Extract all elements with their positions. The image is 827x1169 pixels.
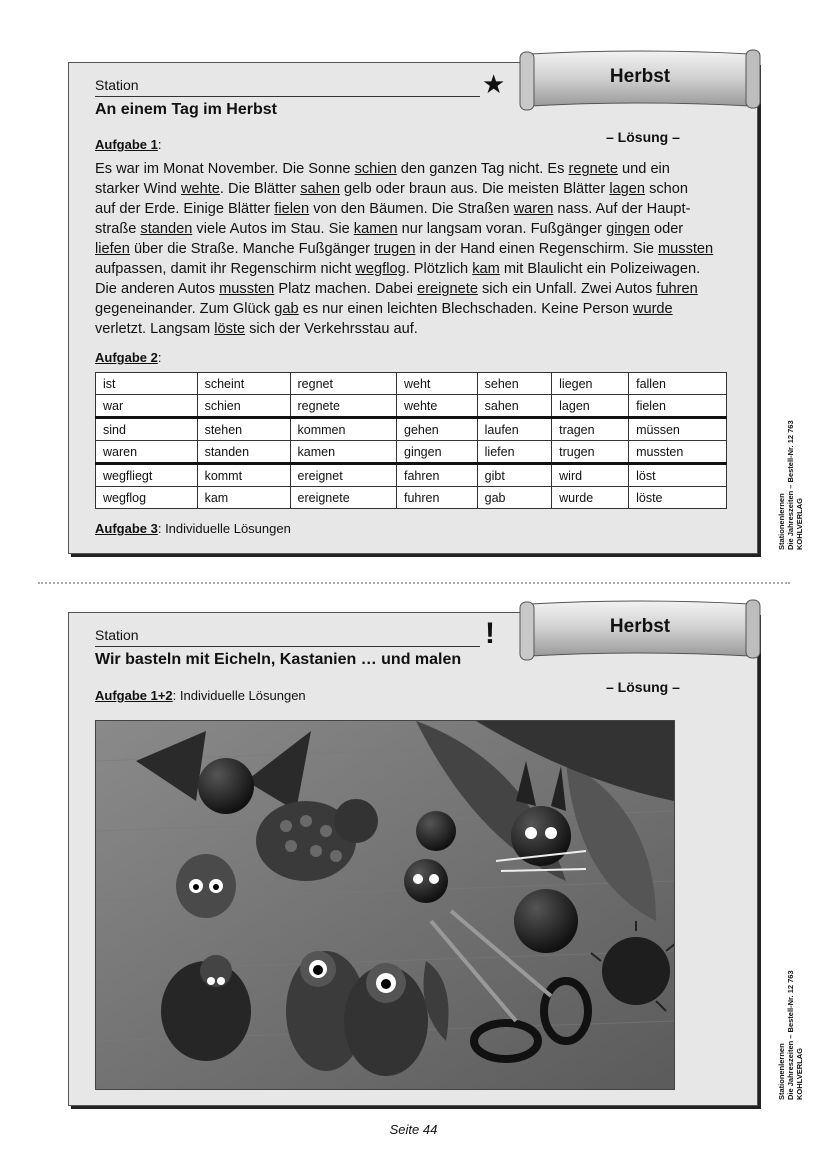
table-cell: war [96,395,198,418]
table-row [96,464,727,487]
table-cell: fielen [629,395,727,418]
verb-answer: fuhren [656,281,698,297]
page-number: Seite 44 [389,1122,438,1137]
table-row [96,395,727,418]
story-segment: nur langsam voran. Fußgänger [397,221,607,237]
table-cell: trugen [552,441,629,464]
sidebar-line1: Stationenlernen [777,1043,786,1100]
table-cell: wird [552,464,629,487]
verb-answer: löste [214,321,246,337]
verb-answer: sahen [300,181,340,197]
table-cell: löst [629,464,727,487]
sidebar-series [777,970,804,1100]
aufgabe12-label: Aufgabe 1+2 [95,688,173,703]
autumn-crafts-image [96,721,674,1089]
story-segment: straße [95,221,141,237]
table-cell: ist [96,373,198,395]
aufgabe1-colon: : [157,137,162,152]
story-segment: Platz machen. Dabei [274,281,418,297]
table-cell: wurde [552,487,629,509]
verb-table [95,372,727,509]
story-segment: Es war im Monat November. Die Sonne [95,161,355,177]
table-cell: fallen [629,373,727,395]
sidebar-publisher-2 [774,878,804,1100]
table-cell: waren [96,441,198,464]
story-segment: den ganzen Tag nicht. Es [396,161,569,177]
story-segment: mit Blaulicht ein Polizeiwagen. [499,261,701,277]
story-segment: oder [649,221,684,237]
banner-title: Herbst [609,616,671,637]
aufgabe1-heading [95,137,161,152]
story-line [95,299,745,319]
story-line [95,219,745,239]
station-card-basteln [68,612,758,1106]
table-cell: regnete [290,395,396,418]
verb-answer: kamen [353,221,398,237]
verb-answer: gab [274,301,299,317]
table-cell: lagen [552,395,629,418]
table-cell: stehen [197,418,290,441]
table-row [96,373,727,395]
aufgabe2-heading [95,350,161,365]
table-cell: standen [197,441,290,464]
story-segment: . Die Blätter [219,181,301,197]
aufgabe3-heading [95,521,291,536]
banner-title: Herbst [609,66,671,87]
story-segment: in der Hand einen Regenschirm. Sie [415,241,659,257]
table-cell: gibt [477,464,551,487]
publisher-logo-text: KOHLVERLAG [795,498,804,550]
table-cell: wehte [397,395,478,418]
story-text [95,159,745,339]
aufgabe12-heading [95,688,306,703]
story-segment: aufpassen, damit ihr Regenschirm nicht [95,261,356,277]
page-title: Wir basteln mit Eicheln, Kastanien … und malen [95,651,462,668]
verb-answer: ereignete [417,281,478,297]
story-line [95,319,745,339]
table-cell: fahren [397,464,478,487]
sidebar-line2: Die Jahreszeiten – Bestell-Nr. 12 763 [786,970,795,1100]
verb-answer: mussten [219,281,275,297]
aufgabe3-text: : Individuelle Lösungen [157,521,291,536]
verb-answer: lagen [609,181,646,197]
table-cell: tragen [552,418,629,441]
verb-answer: gingen [606,221,650,237]
story-segment: nass. Auf der Haupt- [553,201,691,217]
table-cell: kamen [290,441,396,464]
story-segment: viele Autos im Stau. Sie [192,221,354,237]
story-segment: verletzt. Langsam [95,321,215,337]
station-rule [95,96,480,97]
verb-answer: standen [140,221,193,237]
verb-answer: liefen [95,241,130,257]
story-segment: sich der Verkehrsstau auf. [245,321,418,337]
table-cell: wegflog [96,487,198,509]
verb-answer: waren [513,201,554,217]
sidebar-line1: Stationenlernen [777,493,786,550]
story-segment: von den Bäumen. Die Straßen [309,201,514,217]
story-segment: . Plötzlich [405,261,473,277]
table-cell: kommt [197,464,290,487]
aufgabe12-text: : Individuelle Lösungen [172,688,306,703]
story-segment: über die Straße. Manche Fußgänger [129,241,375,257]
craft-photo [95,720,675,1090]
table-cell: sahen [477,395,551,418]
table-row [96,418,727,441]
table-cell: sehen [477,373,551,395]
station-label: Station [95,627,139,643]
story-line [95,199,745,219]
table-cell: weht [397,373,478,395]
verb-answer: trugen [374,241,416,257]
table-row [96,441,727,464]
loesung-label: – Lösung – [606,129,680,145]
table-cell: liefen [477,441,551,464]
story-line [95,259,745,279]
verb-answer: wurde [632,301,673,317]
sidebar-line2: Die Jahreszeiten – Bestell-Nr. 12 763 [786,420,795,550]
herbst-banner [518,598,762,662]
story-line [95,159,745,179]
station-label: Station [95,77,139,93]
story-segment: sich ein Unfall. Zwei Autos [477,281,657,297]
table-cell: kommen [290,418,396,441]
verb-answer: fielen [274,201,310,217]
table-cell: fuhren [397,487,478,509]
story-segment: Die anderen Autos [95,281,220,297]
exclamation-icon: ! [485,617,495,650]
loesung-label: – Lösung – [606,679,680,695]
verb-answer: schien [354,161,397,177]
story-line [95,239,745,259]
table-cell: gab [477,487,551,509]
table-cell: gingen [397,441,478,464]
sidebar-publisher-1 [774,328,804,550]
table-cell: laufen [477,418,551,441]
cut-line [38,582,790,584]
table-cell: liegen [552,373,629,395]
table-cell: scheint [197,373,290,395]
table-cell: ereignete [290,487,396,509]
aufgabe3-label: Aufgabe 3 [95,521,158,536]
table-cell: kam [197,487,290,509]
story-segment: gelb oder braun aus. Die meisten Blätter [339,181,610,197]
story-line [95,179,745,199]
story-segment: auf der Erde. Einige Blätter [95,201,275,217]
story-segment: es nur einen leichten Blechschaden. Keine Person [298,301,633,317]
table-cell: müssen [629,418,727,441]
table-row [96,487,727,509]
story-segment: schon [645,181,689,197]
aufgabe2-label: Aufgabe 2 [95,350,158,365]
verb-answer: wehte [180,181,220,197]
table-cell: mussten [629,441,727,464]
story-segment: starker Wind [95,181,181,197]
verb-answer: wegflog [355,261,406,277]
table-cell: löste [629,487,727,509]
table-cell: sind [96,418,198,441]
page-title: An einem Tag im Herbst [95,101,277,118]
story-segment: gegeneinander. Zum Glück [95,301,275,317]
story-segment: und ein [617,161,670,177]
station-card-herbst-tag [68,62,758,554]
verb-answer: regnete [568,161,618,177]
table-cell: ereignet [290,464,396,487]
station-rule [95,646,480,647]
story-line [95,279,745,299]
verb-answer: kam [472,261,500,277]
publisher-logo-text: KOHLVERLAG [795,1048,804,1100]
aufgabe1-label: Aufgabe 1 [95,137,158,152]
table-cell: regnet [290,373,396,395]
sidebar-series [777,420,804,550]
table-cell: wegfliegt [96,464,198,487]
table-cell: gehen [397,418,478,441]
aufgabe2-colon: : [157,350,162,365]
herbst-banner [518,48,762,112]
star-icon: ★ [482,69,506,99]
verb-answer: mussten [658,241,714,257]
table-cell: schien [197,395,290,418]
